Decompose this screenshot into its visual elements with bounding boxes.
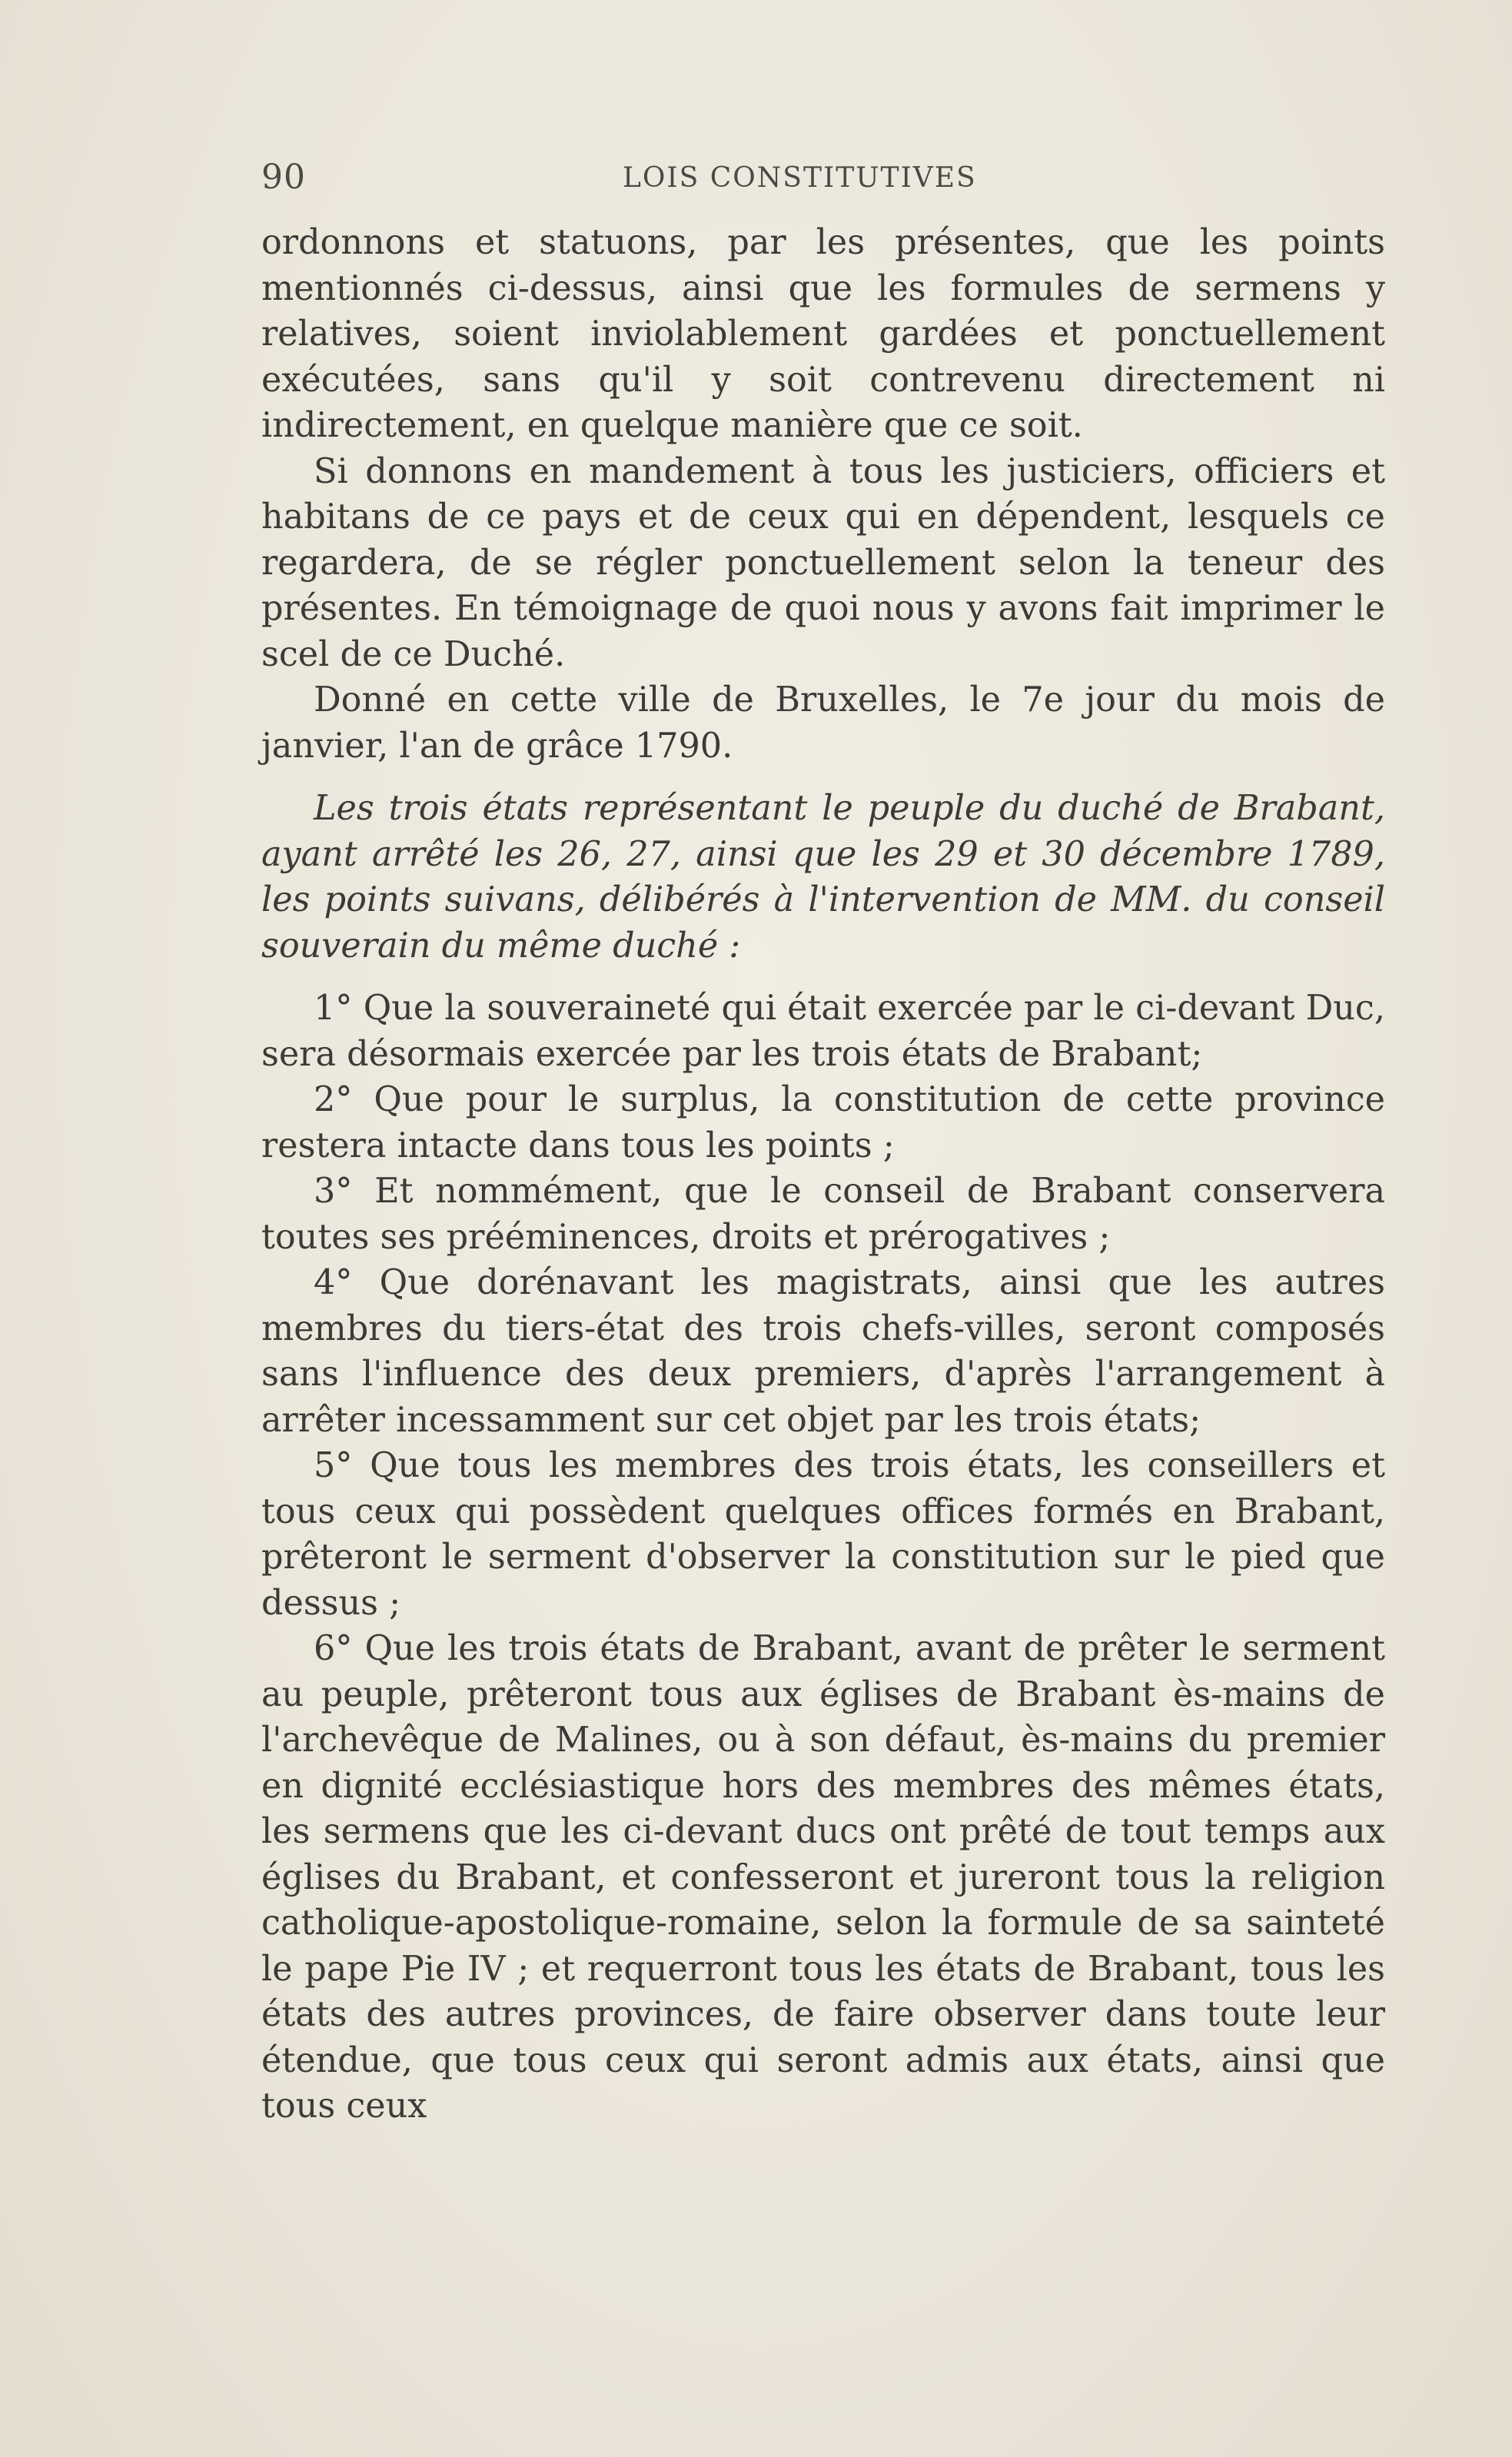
article-3: 3° Et nommément, que le conseil de Brabant conservera toutes ses prééminences, droits et prérogatives ;	[261, 1172, 1385, 1257]
article-5: 5° Que tous les membres des trois états, les conseillers et tous ceux qui possèdent quelques offices formés en Brabant, prêteront le serment d'observer la constitution sur le pied que dessus ;	[261, 1446, 1385, 1623]
body-text	[261, 220, 1385, 2130]
paragraph-donne: Donné en cette ville de Bruxelles, le 7e jour du mois de janvier, l'an de grâce 1790.	[261, 680, 1385, 766]
article-2: 2° Que pour le surplus, la constitution de cette province restera intacte dans tous les points ;	[261, 1080, 1385, 1165]
page-number: 90	[261, 158, 306, 197]
article-4: 4° Que dorénavant les magistrats, ainsi que les autres membres du tiers-état des trois chefs-villes, seront composés sans l'influence des deux premiers, d'après l'arrangement à arrêter incessamment sur cet objet par les trois états;	[261, 1263, 1385, 1440]
running-title: LOIS CONSTITUTIVES	[623, 162, 977, 194]
page-header	[261, 158, 1385, 204]
article-6: 6° Que les trois états de Brabant, avant de prêter le serment au peuple, prêteront tous aux églises de Brabant ès-mains de l'archevêque de Malines, ou à son défaut, ès-mains du premier en dignité ecclésiastique hors des membres des mêmes états, les sermens que les ci-devant ducs ont prêté de tout temps aux églises du Brabant, et confesseront et jureront tous la religion catholique-apostolique-romaine, selon la formule de sa sainteté le pape Pie IV ; et requerront tous les états de Brabant, tous les états des autres provinces, de faire observer dans toute leur étendue, que tous ceux qui seront admis aux états, ainsi que tous ceux	[261, 1629, 1385, 2126]
paragraph-preamble-italic: Les trois états représentant le peuple du duché de Brabant, ayant arrêté les 26, 27, ainsi que les 29 et 30 décembre 1789, les points suivans, délibérés à l'intervention de MM. du conseil souverain du même duché :	[261, 789, 1385, 966]
paragraph-si-donnons: Si donnons en mandement à tous les justiciers, officiers et habitans de ce pays et de ceux qui en dépendent, lesquels ce regardera, de se régler ponctuellement selon la teneur des présentes. En témoignage de quoi nous y avons fait imprimer le scel de ce Duché.	[261, 451, 1385, 674]
article-1: 1° Que la souveraineté qui était exercée par le ci-devant Duc, sera désormais exercée par les trois états de Brabant;	[261, 989, 1385, 1074]
paragraph-ordonnons: ordonnons et statuons, par les présentes, que les points mentionnés ci-dessus, ainsi que les formules de sermens y relatives, soient inviolablement gardées et ponctuellement exécutées, sans qu'il y soit contrevenu directement ni indirectement, en quelque manière que ce soit.	[261, 223, 1385, 445]
